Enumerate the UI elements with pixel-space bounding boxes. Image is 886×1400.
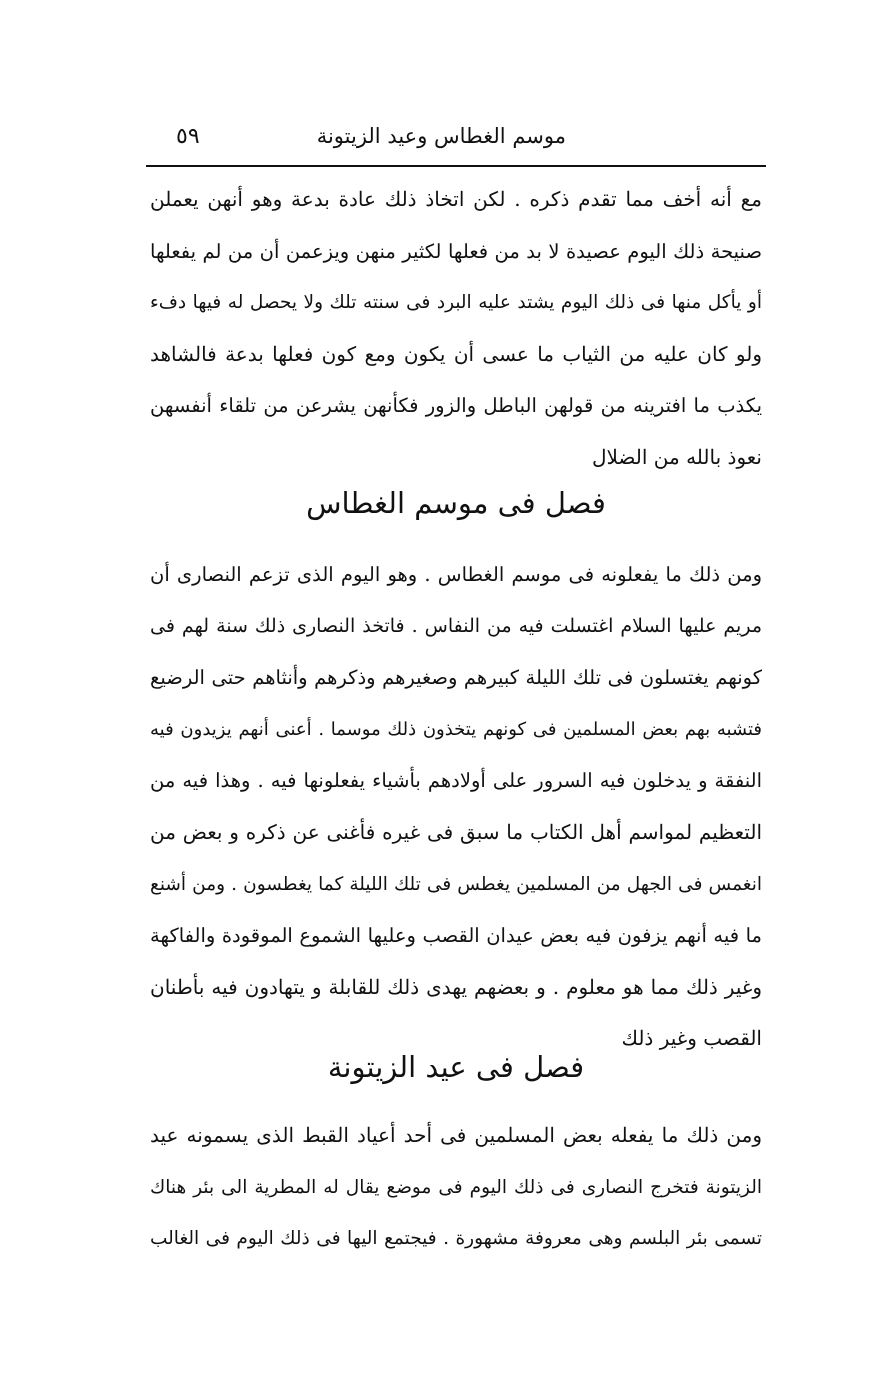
text-line: نعوذ بالله من الضلال <box>591 444 762 469</box>
section-title-zaytuna: فصل فى عيد الزيتونة <box>327 1050 585 1084</box>
page-number: ٥٩ <box>176 124 200 149</box>
text-line: تسمى بئر البلسم وهى معروفة مشهورة . فيجتمع اليها فى ذلك اليوم فى الغالب <box>150 1228 762 1250</box>
text-line: مريم عليها السلام اغتسلت فيه من النفاس . فاتخذ النصارى ذلك سنة لهم فى <box>150 614 762 637</box>
text-line: ولو كان عليه من الثياب ما عسى أن يكون ومع كون فعلها بدعة فالشاهد <box>150 341 762 366</box>
section-title-ghattas: فصل فى موسم الغطاس <box>306 486 606 520</box>
running-header <box>146 118 766 162</box>
text-line: التعظيم لمواسم أهل الكتاب ما سبق فى غيره فأغنى عن ذكره و بعض من <box>150 819 762 844</box>
text-line: ومن ذلك ما يفعله بعض المسلمين فى أحد أعياد القبط الذى يسمونه عيد <box>150 1123 762 1147</box>
running-title: موسم الغطاس وعيد الزيتونة <box>316 124 566 148</box>
section-ghattas-text <box>150 549 762 1065</box>
text-line: كونهم يغتسلون فى تلك الليلة كبيرهم وصغيرهم وذكرهم وأنثاهم حتى الرضيع <box>150 666 762 690</box>
text-line: وغير ذلك مما هو معلوم . و بعضهم يهدى ذلك للقابلة و يتهادون فيه بأطنان <box>150 974 762 999</box>
text-line: الزيتونة فتخرج النصارى فى ذلك اليوم فى موضع يقال له المطرية الى بئر هناك <box>150 1176 762 1198</box>
text-line: فتشبه بهم بعض المسلمين فى كونهم يتخذون ذلك موسما . أعنى أنهم يزيدون فيه <box>150 718 762 740</box>
text-line: يكذب ما افترينه من قولهن الباطل والزور فكأنهن يشرعن من تلقاء أنفسهن <box>150 394 762 418</box>
text-line: صنيحة ذلك اليوم عصيدة لا بد من فعلها لكثير منهن ويزعمن أن من لم يفعلها <box>150 239 762 263</box>
text-line: القصب وغير ذلك <box>621 1026 762 1051</box>
paragraph-1 <box>150 174 762 484</box>
header-rule <box>146 165 766 167</box>
text-line: أو يأكل منها فى ذلك اليوم يشتد عليه البرد فى سنته تلك ولا يحصل له فيها دفء <box>150 292 762 314</box>
text-line: ومن ذلك ما يفعلونه فى موسم الغطاس . وهو اليوم الذى تزعم النصارى أن <box>150 563 762 586</box>
text-line: النفقة و يدخلون فيه السرور على أولادهم بأشياء يفعلونها فيه . وهذا فيه من <box>150 769 762 793</box>
text-line: انغمس فى الجهل من المسلمين يغطس فى تلك الليلة كما يغطسون . ومن أشنع <box>150 873 762 895</box>
text-line: ما فيه أنهم يزفون فيه بعض عيدان القصب وعليها الشموع الموقودة والفاكهة <box>150 924 762 948</box>
text-line: مع أنه أخف مما تقدم ذكره . لكن اتخاذ ذلك عادة بدعة وهو أنهن يعملن <box>150 187 762 211</box>
section-zaytuna-text <box>150 1110 762 1265</box>
